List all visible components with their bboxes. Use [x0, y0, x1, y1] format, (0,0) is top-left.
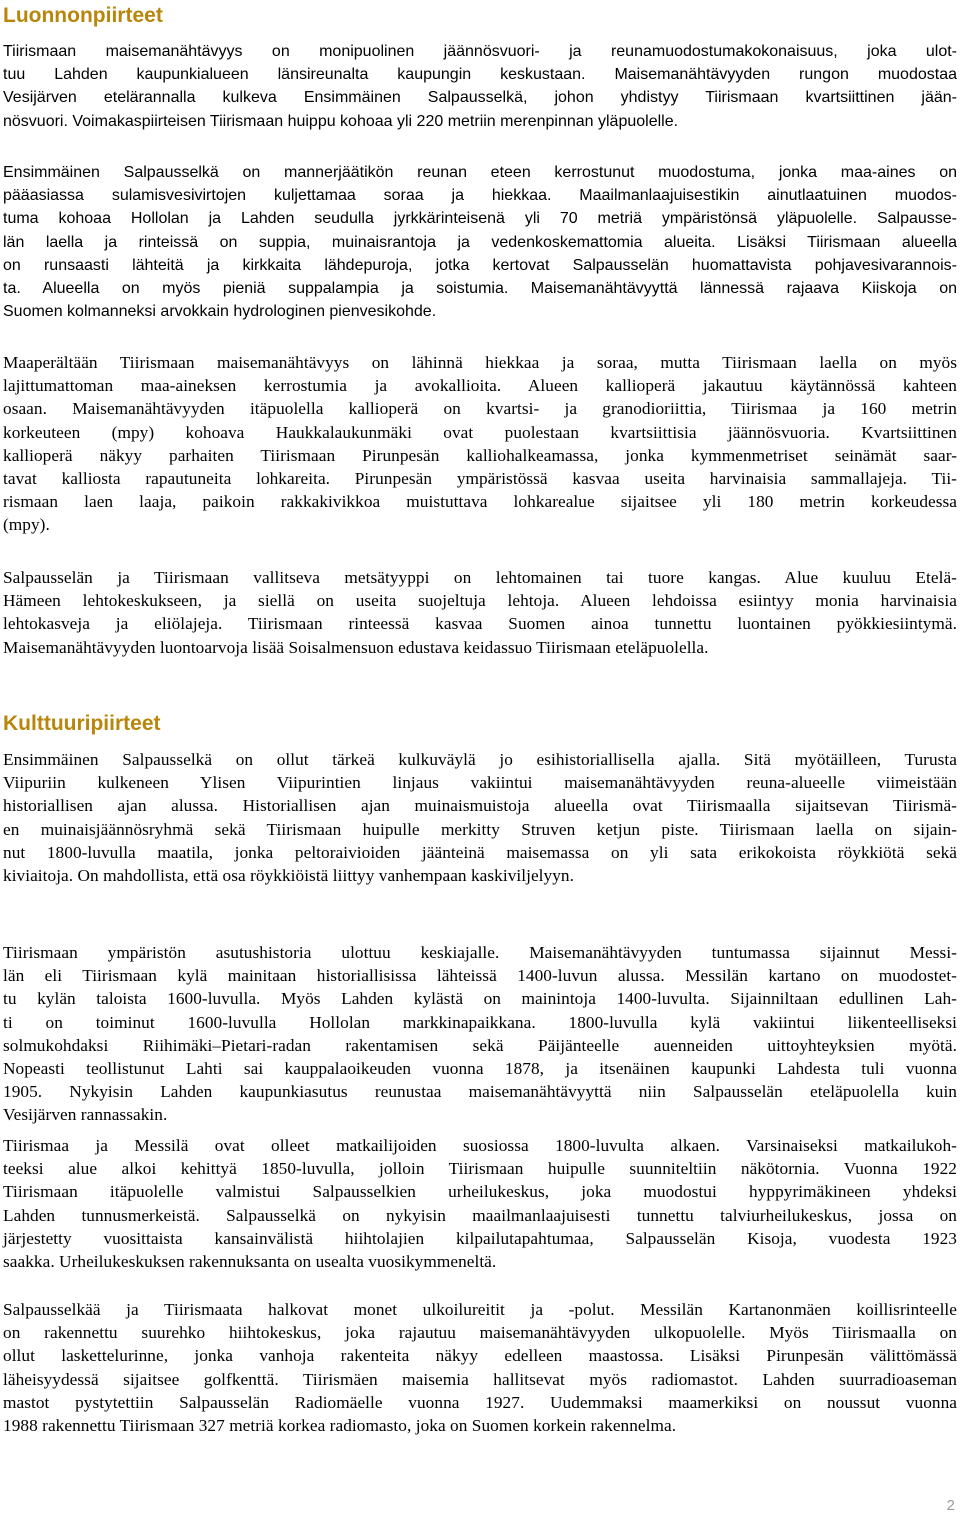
- text-line: Nopeasti teollistunut Lahti sai kauppalaoikeuden vuonna 1878, ja itsenäinen kaupunki Lahdesta tuli vuonna: [3, 1058, 957, 1078]
- paragraph-8: [3, 1298, 957, 1437]
- text-line: solmukohdaksi Riihimäki–Pietari-radan rakentamisen sekä Päijänteelle auenneiden uittoyhteyksien myötä.: [3, 1035, 957, 1055]
- paragraph-6: [3, 941, 957, 1127]
- paragraph-2: [3, 161, 957, 323]
- text-line: korkeuteen (mpy) kohoava Haukkalaukunmäki ovat puolestaan kvartsiittisia jäännösvuoria. Kvartsiittinen: [3, 422, 957, 442]
- text-line: Suomen kolmanneksi arvokkain hydrologinen pienvesikohde.: [3, 303, 437, 321]
- text-line: mastot pystytettiin Salpausselän Radiomäelle vuonna 1927. Uudemmaksi maamerkiksi on noussut vuonna: [3, 1392, 957, 1412]
- text-line: ta. Alueella on myös pieniä suppalampia ja soistumia. Maisemanähtävyyttä lännessä rajaava Kiiskoja on: [3, 279, 957, 297]
- text-line: Viipuriin kulkeneen Ylisen Viipurintien linjaus vakiintui maisemanähtävyyden reuna-alueelle viimeistään: [3, 773, 957, 793]
- paragraph-4: [3, 566, 957, 659]
- text-line: tavat kalliosta rapautuneita lohkareita. Pirunpesän ympäristössä kasvaa useita harvinaisia sammallajeja. Tii-: [3, 468, 957, 488]
- text-line: ollut laskettelurinne, jonka vanhoja rakenteita näkyy edelleen maastossa. Lisäksi Pirunpesän välittömässä: [3, 1346, 957, 1366]
- text-line: Salpausselän ja Tiirismaan vallitseva metsätyyppi on lehtomainen tai tuore kangas. Alue kuuluu Etelä-: [3, 568, 957, 587]
- text-line: läheisyydessä sijaitsee golfkenttä. Tiirismäen maisemia hallitsevat myös radiomastot. Lahden suurradioaseman: [3, 1369, 957, 1389]
- text-line: Tiirismaan itäpuolelle valmistui Salpausselkien urheilukeskus, joka muodostui hyppyrimäkineen yhdeksi: [3, 1182, 957, 1202]
- text-line: Hämeen lehtokeskukseen, ja siellä on useita suojeltuja lehtoja. Alueen lehdoissa esiintyy monia harvinaisia: [3, 591, 957, 611]
- text-line: lehtokasveja ja eliölajeja. Tiirismaan rinteessä kasvaa Suomen ainoa tunnettu luontainen pyökkiesiintymä.: [3, 614, 957, 634]
- text-line: Tiirismaa ja Messilä ovat olleet matkailijoiden suosiossa 1800-luvulta alkaen. Varsinaiseksi matkailukoh-: [3, 1136, 957, 1155]
- text-line: kallioperä näkyy parhaiten Tiirismaan Pirunpesän kalliohalkeamassa, jonka kymmenmetriset seinämät saar-: [3, 445, 957, 465]
- paragraph-3: [3, 351, 957, 537]
- text-line: 1905. Nykyisin Lahden kaupunkiasutus reunustaa maisemanähtävyyttä niin Salpausselän eteläpuolella kuin: [3, 1082, 957, 1102]
- text-line: Vesijärven rannassakin.: [3, 1105, 168, 1125]
- text-line: osaan. Maisemanähtävyyden itäpuolella kallioperä on kvartsi- ja granodioriittia, Tiirismaa ja 160 metrin: [3, 399, 957, 419]
- text-line: kiviaitoja. On mahdollista, että osa röykkiöistä liittyy vanhempaan kaskiviljelyyn.: [3, 865, 574, 885]
- text-line: on rakennettu suurehko hiihtokeskus, joka rajautuu maisemanähtävyyden ulkopuolelle. Myös Tiirismaalla on: [3, 1323, 957, 1343]
- text-line: nösvuori. Voimakaspiirteisen Tiirismaan huippu kohoaa yli 220 metriin merenpinnan yläpuolelle.: [3, 112, 679, 130]
- page-number: 2: [946, 1497, 955, 1514]
- text-line: Maaperältään Tiirismaan maisemanähtävyys on lähinnä hiekkaa ja soraa, mutta Tiirismaan laella on myös: [3, 353, 957, 372]
- text-line: Salpausselkää ja Tiirismaata halkovat monet ulkoilureitit ja -polut. Messilän Kartanonmäen koillisrinteelle: [3, 1300, 957, 1319]
- section-heading-luonnonpiirteet: Luonnonpiirteet: [3, 4, 163, 27]
- text-line: Lahden tunnusmerkeistä. Salpausselkä on nykyisin maailmanlaajuisesti tunnettu talviurheilukeskus, jossa on: [3, 1205, 957, 1225]
- text-line: järjestetty vuosittaista kansainvälistä hiihtolajien kilpailutapahtumaa, Salpausselän Kisoja, vuodesta 1923: [3, 1228, 957, 1248]
- text-line: län laella ja rinteissä on suppia, muinaisrantoja ja vedenkoskemattomia alueita. Lisäksi Tiirismaan alueella: [3, 233, 957, 251]
- text-line: rismaan laen laaja, paikoin rakkakivikkoa muistuttava lohkarealue sijaitsee yli 180 metrin korkeudessa: [3, 492, 957, 512]
- text-line: (mpy).: [3, 515, 50, 535]
- text-line: ti on toiminut 1600-luvulla Hollolan markkinapaikkana. 1800-luvulla kylä vakiintui liikenteelliseksi: [3, 1012, 957, 1032]
- text-line: tu kylän taloista 1600-luvulla. Myös Lahden kylästä on mainintoja 1400-luvulta. Sijainniltaan edullinen Lah-: [3, 989, 957, 1009]
- text-line: 1988 rakennettu Tiirismaan 327 metriä korkea radiomasto, joka on Suomen korkein rakennelma.: [3, 1415, 677, 1435]
- text-line: teeksi alue alkoi kehittyä 1850-luvulla, jolloin Tiirismaan huipulle suunniteltiin näkötornia. Vuonna 1922: [3, 1159, 957, 1179]
- paragraph-5: [3, 748, 957, 887]
- text-line: län eli Tiirismaan kylä mainitaan historiallisissa lähteissä 1400-luvun alussa. Messilän kartano on muodostet-: [3, 966, 957, 986]
- text-line: lajittumattoman maa-aineksen kerrostumia ja avokallioita. Alueen kallioperä jakautuu käytännössä kahteen: [3, 376, 957, 396]
- paragraph-1: [3, 40, 957, 133]
- text-line: Vesijärven etelärannalla kulkeva Ensimmäinen Salpausselkä, johon yhdistyy Tiirismaan kvartsiittinen jään-: [3, 89, 957, 107]
- text-line: tuma kohoaa Hollolan ja Lahden seudulla jyrkkärinteisenä yli 70 metriä ympäristönsä yläpuolelle. Salpausse-: [3, 210, 957, 228]
- paragraph-7: [3, 1134, 957, 1273]
- text-line: Tiirismaan ympäristön asutushistoria ulottuu keskiajalle. Maisemanähtävyyden tuntumassa sijainnut Messi-: [3, 943, 957, 962]
- text-line: historiallisen ajan alussa. Historiallisen ajan muinaismuistoja alueella ovat Tiirismaalla sijaitsevan Tiirismä-: [3, 796, 957, 816]
- text-line: tuu Lahden kaupunkialueen länsireunalta kaupungin keskustaan. Maisemanähtävyyden rungon muodostaa: [3, 66, 957, 84]
- text-line: saakka. Urheilukeskuksen rakennuksanta on usealta vuosikymmeneltä.: [3, 1251, 497, 1271]
- section-heading-kulttuuripiirteet: Kulttuuripiirteet: [3, 712, 161, 735]
- text-line: Tiirismaan maisemanähtävyys on monipuolinen jäännösvuori- ja reunamuodostumakokonaisuus, joka ulot-: [3, 43, 957, 60]
- text-line: on runsaasti lähteitä ja kirkkaita lähdepuroja, jotka kertovat Salpausselän huomattavista pohjavesivarannois-: [3, 256, 957, 274]
- text-line: en muinaisjäännösryhmä sekä Tiirismaan huipulle merkitty Struven ketjun piste. Tiirismaan laella on sijain-: [3, 819, 957, 839]
- text-line: Maisemanähtävyyden luontoarvoja lisää Soisalmensuon edustava keidassuo Tiirismaan eteläpuolella.: [3, 637, 709, 657]
- text-line: nut 1800-luvulla maatila, jonka peltoraivioiden jäänteinä maisemassa on yli sata erikokoista röykkiötä sekä: [3, 842, 957, 862]
- text-line: pääasiassa sulamisvesivirtojen kuljettamaa soraa ja hiekkaa. Maailmanlaajuisestikin ainutlaatuinen muodos-: [3, 187, 957, 205]
- text-line: Ensimmäinen Salpausselkä on mannerjäätikön reunan eteen kerrostunut muodostuma, jonka maa-aines on: [3, 164, 957, 181]
- text-line: Ensimmäinen Salpausselkä on ollut tärkeä kulkuväylä jo esihistoriallisella ajalla. Sitä myötäilleen, Turusta: [3, 750, 957, 769]
